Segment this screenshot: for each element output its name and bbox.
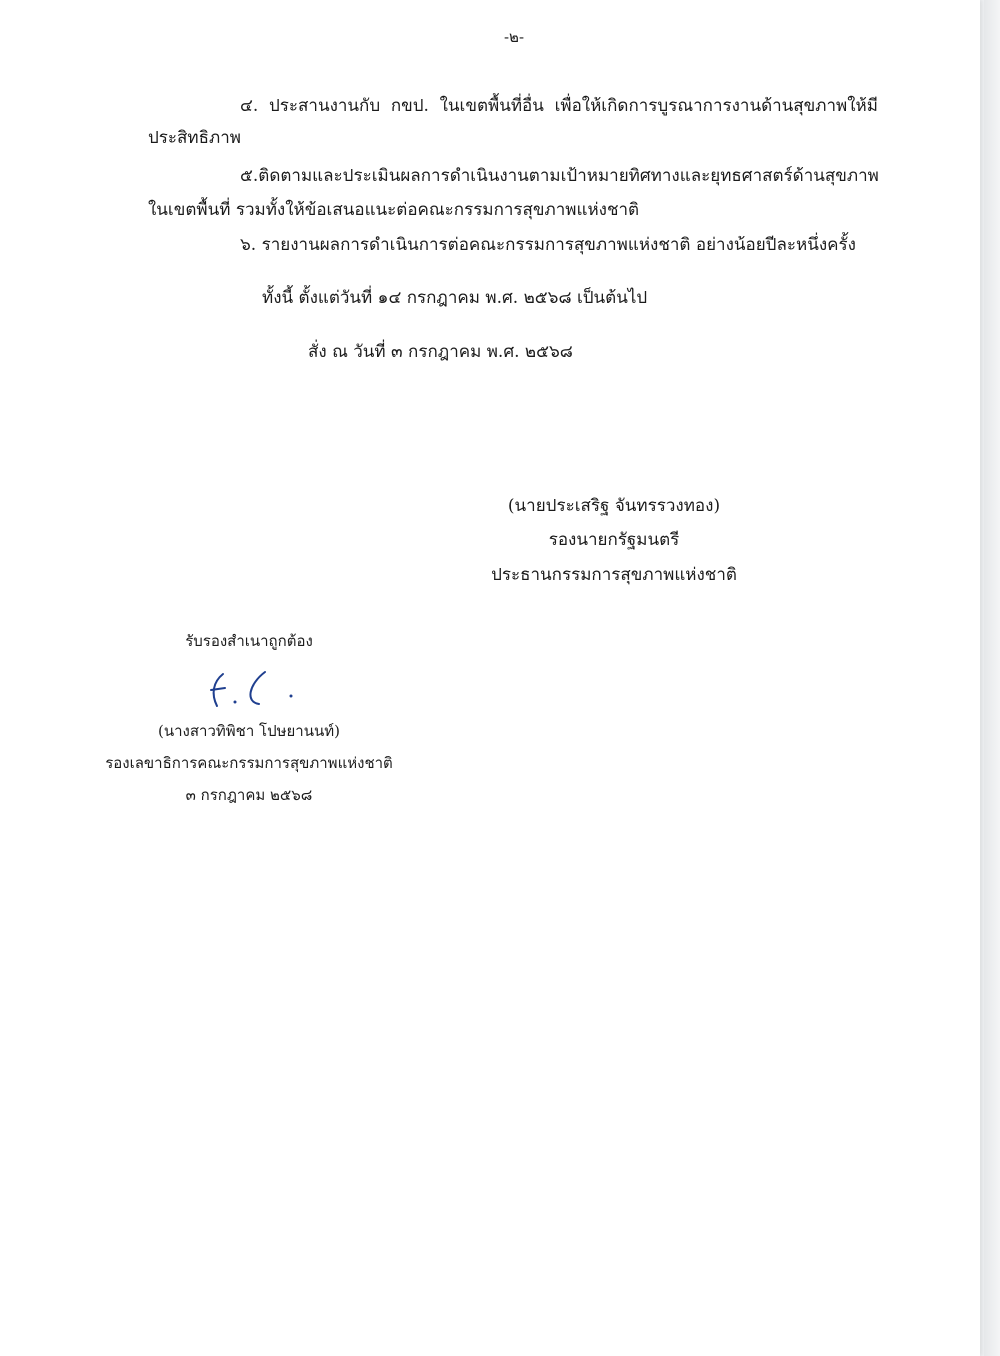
signatory-position-2: ประธานกรรมการสุขภาพแห่งชาติ (491, 565, 737, 585)
effective-date: ทั้งนี้ ตั้งแต่วันที่ ๑๔ กรกฎาคม พ.ศ. ๒๕๖๘ เป็นต้นไป (262, 288, 648, 308)
item-5-line-2: ในเขตพื้นที่ รวมทั้งให้ข้อเสนอแนะต่อคณะกรรมการสุขภาพแห่งชาติ (148, 200, 640, 220)
item-6-line-1: ๖. รายงานผลการดำเนินการต่อคณะกรรมการสุขภาพแห่งชาติ อย่างน้อยปีละหนึ่งครั้ง (240, 235, 856, 255)
certification-date: ๓ กรกฎาคม ๒๕๖๘ (185, 786, 313, 804)
certification-label: รับรองสำเนาถูกต้อง (185, 632, 313, 650)
page-edge (984, 0, 1000, 1356)
item-5-line-1: ๕. ติดตามและประเมินผลการดำเนินงานตามเป้าหมาย ทิศทาง และยุทธศาสตร์ด้านสุขภาพ (240, 166, 879, 186)
page-number: -๒- (503, 28, 525, 46)
signatory-name: (นายประเสริฐ จันทรรวงทอง) (507, 496, 721, 516)
signatory-position-1: รองนายกรัฐมนตรี (548, 530, 680, 550)
order-date: สั่ง ณ วันที่ ๓ กรกฎาคม พ.ศ. ๒๕๖๘ (308, 342, 573, 362)
certifier-position: รองเลขาธิการคณะกรรมการสุขภาพแห่งชาติ (105, 754, 393, 772)
certifier-name: (นางสาวทิพิชา โปษยานนท์) (158, 722, 340, 740)
handwritten-signature (205, 664, 305, 714)
item-4-line-1: ๔. ประสานงานกับ กขป. ในเขตพื้นที่อื่น เพื่อให้เกิดการบูรณาการงานด้านสุขภาพให้มี (240, 96, 878, 116)
item-4-line-2: ประสิทธิภาพ (148, 128, 241, 148)
